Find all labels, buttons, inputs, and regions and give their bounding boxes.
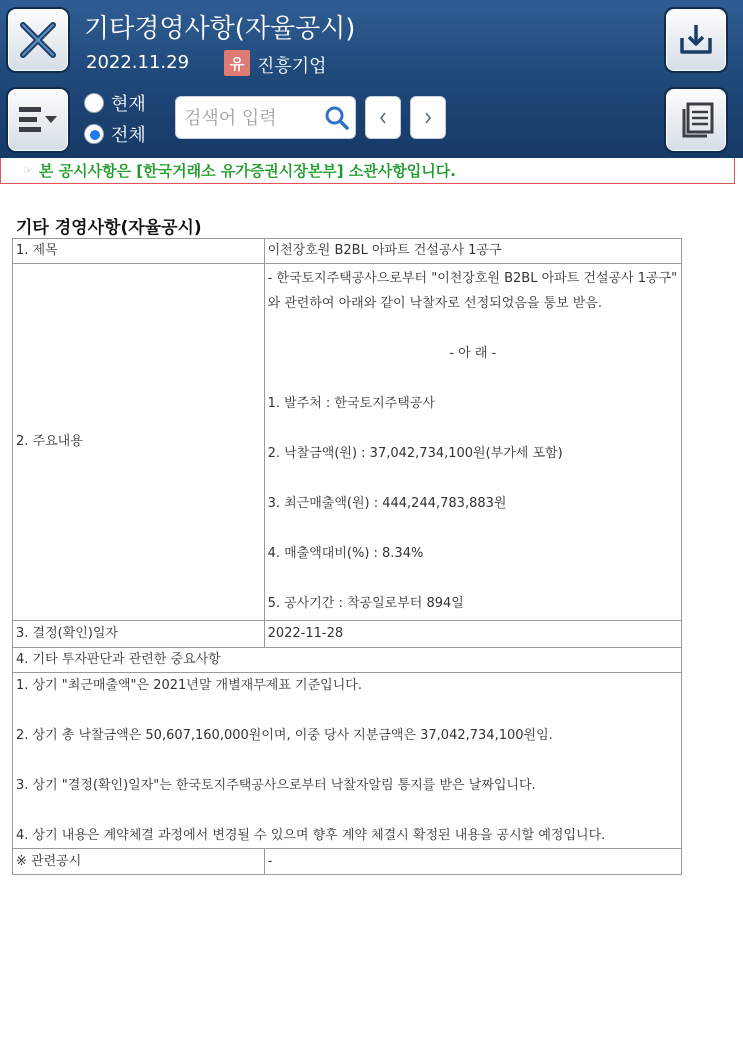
download-tray-icon: [676, 20, 716, 60]
note-line: [16, 698, 678, 723]
search-box[interactable]: [175, 96, 356, 139]
menu-dropdown-button[interactable]: [6, 87, 70, 153]
note-line: 3. 상기 "결정(확인)일자"는 한국토지주택공사으로부터 낙찰자알림 통지를 받은 날짜입니다.: [16, 778, 536, 793]
menu-list-dropdown-icon: [15, 100, 61, 140]
table-row: [13, 648, 682, 673]
next-button[interactable]: [410, 96, 446, 139]
note-line: 1. 상기 "최근매출액"은 2021년말 개별재무제표 기준입니다.: [16, 678, 362, 693]
chevron-right-icon: [422, 110, 434, 126]
other-matters-value: [13, 673, 682, 849]
table-row: [13, 264, 682, 621]
main-line: [268, 566, 678, 591]
main-line: 와 관련하여 아래와 같이 낙찰자로 선정되었음을 통보 받음.: [267, 296, 603, 311]
app-header: [0, 0, 743, 158]
main-line: [268, 416, 678, 441]
download-button[interactable]: [664, 7, 728, 73]
main-line: - 한국토지주택공사으로부터 "이천장호원 B2BL 아파트 건설공사 1공구": [267, 271, 678, 286]
copy-list-button[interactable]: [664, 87, 728, 153]
page-title: 기타경영사항(자율공시): [84, 14, 356, 44]
main-line: 2. 낙찰금액(원) : 37,042,734,100원(부가세 포함): [267, 446, 563, 461]
related-disclosure-value: -: [264, 849, 681, 875]
close-button[interactable]: [6, 7, 70, 73]
document-title: 기타 경영사항(자율공시): [16, 218, 202, 238]
main-line: 4. 매출액대비(%) : 8.34%: [267, 546, 424, 561]
radio-all-label: 전체: [111, 125, 146, 146]
notice-bar: [0, 158, 735, 184]
table-row: [13, 621, 682, 648]
table-row: [13, 239, 682, 264]
main-line: 5. 공사기간 : 착공일로부터 894일: [267, 596, 464, 611]
radio-current-circle[interactable]: [84, 93, 104, 113]
market-badge: 유: [224, 50, 250, 76]
note-line: 2. 상기 총 낙찰금액은 50,607,160,000원이며, 이중 당사 지분금액은 37,042,734,100원임.: [16, 728, 553, 743]
main-line: [268, 316, 678, 341]
search-input[interactable]: [184, 105, 318, 131]
main-line: [268, 466, 678, 491]
radio-all[interactable]: [84, 121, 146, 147]
subject-value: 이천장호원 B2BL 아파트 건설공사 1공구: [264, 239, 681, 264]
decision-date-label: 3. 결정(확인)일자: [13, 621, 265, 648]
chevron-left-icon: [377, 110, 389, 126]
table-row: [13, 673, 682, 849]
note-line: [16, 748, 678, 773]
close-x-icon: [16, 18, 60, 62]
main-line: 1. 발주처 : 한국토지주택공사: [267, 396, 435, 411]
note-line: [16, 798, 678, 823]
main-content-label: 2. 주요내용: [13, 264, 265, 621]
search-icon[interactable]: [324, 105, 350, 131]
radio-all-circle[interactable]: [84, 124, 104, 144]
table-row: [13, 849, 682, 875]
main-line: [268, 516, 678, 541]
notice-text: 본 공시사항은 [한국거래소 유가증권시장본부] 소관사항입니다.: [38, 162, 456, 180]
document-stack-icon: [675, 99, 717, 141]
other-matters-label: 4. 기타 투자판단과 관련한 중요사항: [13, 648, 682, 673]
disclosure-table: [12, 238, 682, 875]
prev-button[interactable]: [365, 96, 401, 139]
company-name[interactable]: 진흥기업: [257, 56, 327, 77]
main-line: - 아 래 -: [449, 346, 497, 361]
main-line: [268, 366, 678, 391]
radio-current-label: 현재: [111, 94, 146, 115]
note-line: 4. 상기 내용은 계약체결 과정에서 변경될 수 있으며 향후 계약 체결시 확정된 내용을 공시할 예정입니다.: [16, 828, 606, 843]
radio-current[interactable]: [84, 90, 146, 116]
decision-date-value: 2022-11-28: [264, 621, 681, 648]
disclosure-date: 2022.11.29: [86, 52, 190, 73]
subject-label: 1. 제목: [13, 239, 265, 264]
main-line: 3. 최근매출액(원) : 444,244,783,883원: [267, 496, 507, 511]
pointing-hand-icon: ☞: [23, 164, 33, 177]
related-disclosure-label: ※ 관련공시: [13, 849, 265, 875]
main-content-value: [264, 264, 681, 621]
